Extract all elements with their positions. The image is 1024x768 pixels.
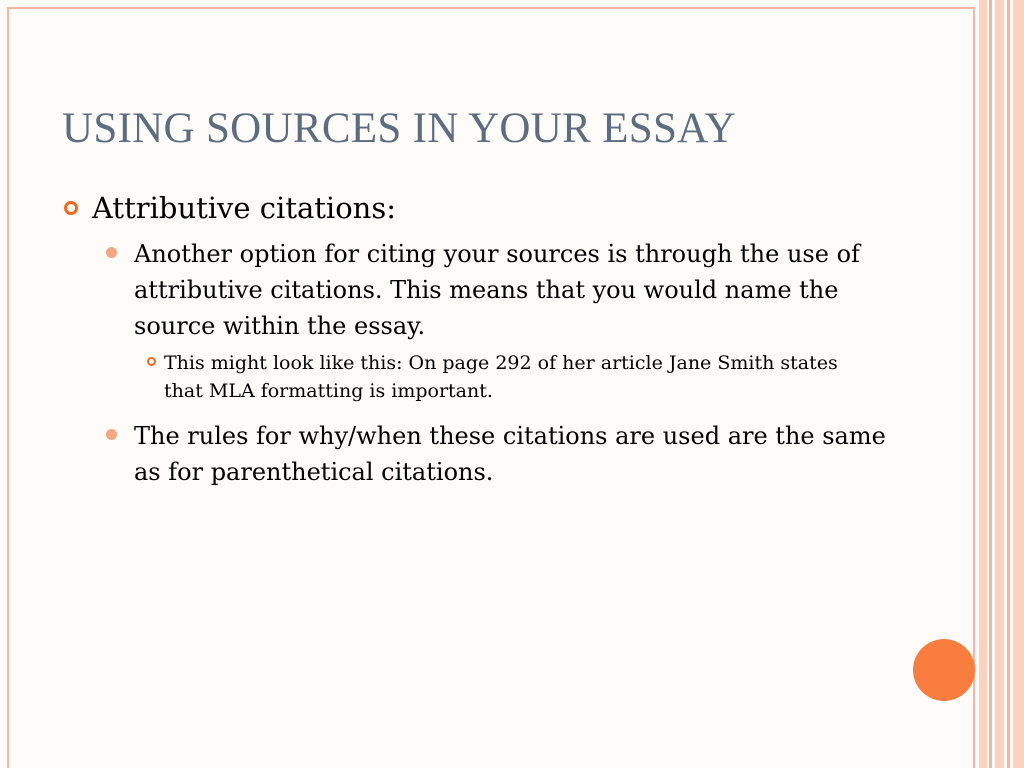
bullet-level-3-text: This might look like this: On page 292 of her article Jane Smith states that MLA formatting is important. (164, 352, 838, 402)
decorative-stripe (1013, 0, 1024, 768)
bullet-level-2 (106, 236, 886, 344)
bullet-level-1 (62, 190, 922, 226)
decorative-circle (913, 639, 975, 701)
bullet-level-2-text: Another option for citing your sources is through the use of attributive citations. This means that you would name the source within the essay. (134, 240, 860, 340)
decorative-stripe (979, 0, 987, 768)
dot-bullet-icon (106, 247, 117, 258)
slide-title: USING SOURCES IN YOUR ESSAY (62, 105, 736, 152)
decorative-stripe (995, 0, 1004, 768)
bullet-level-2-text: The rules for why/when these citations are used are the same as for parenthetical citations. (134, 422, 886, 486)
ring-bullet-icon (147, 357, 156, 366)
decorative-stripe (1007, 0, 1010, 768)
dot-bullet-icon (106, 429, 117, 440)
bullet-level-2 (106, 418, 886, 490)
decorative-stripe (989, 0, 992, 768)
bullet-level-1-text: Attributive citations: (92, 191, 396, 225)
bullet-level-3 (147, 349, 867, 405)
ring-bullet-icon (64, 201, 78, 215)
